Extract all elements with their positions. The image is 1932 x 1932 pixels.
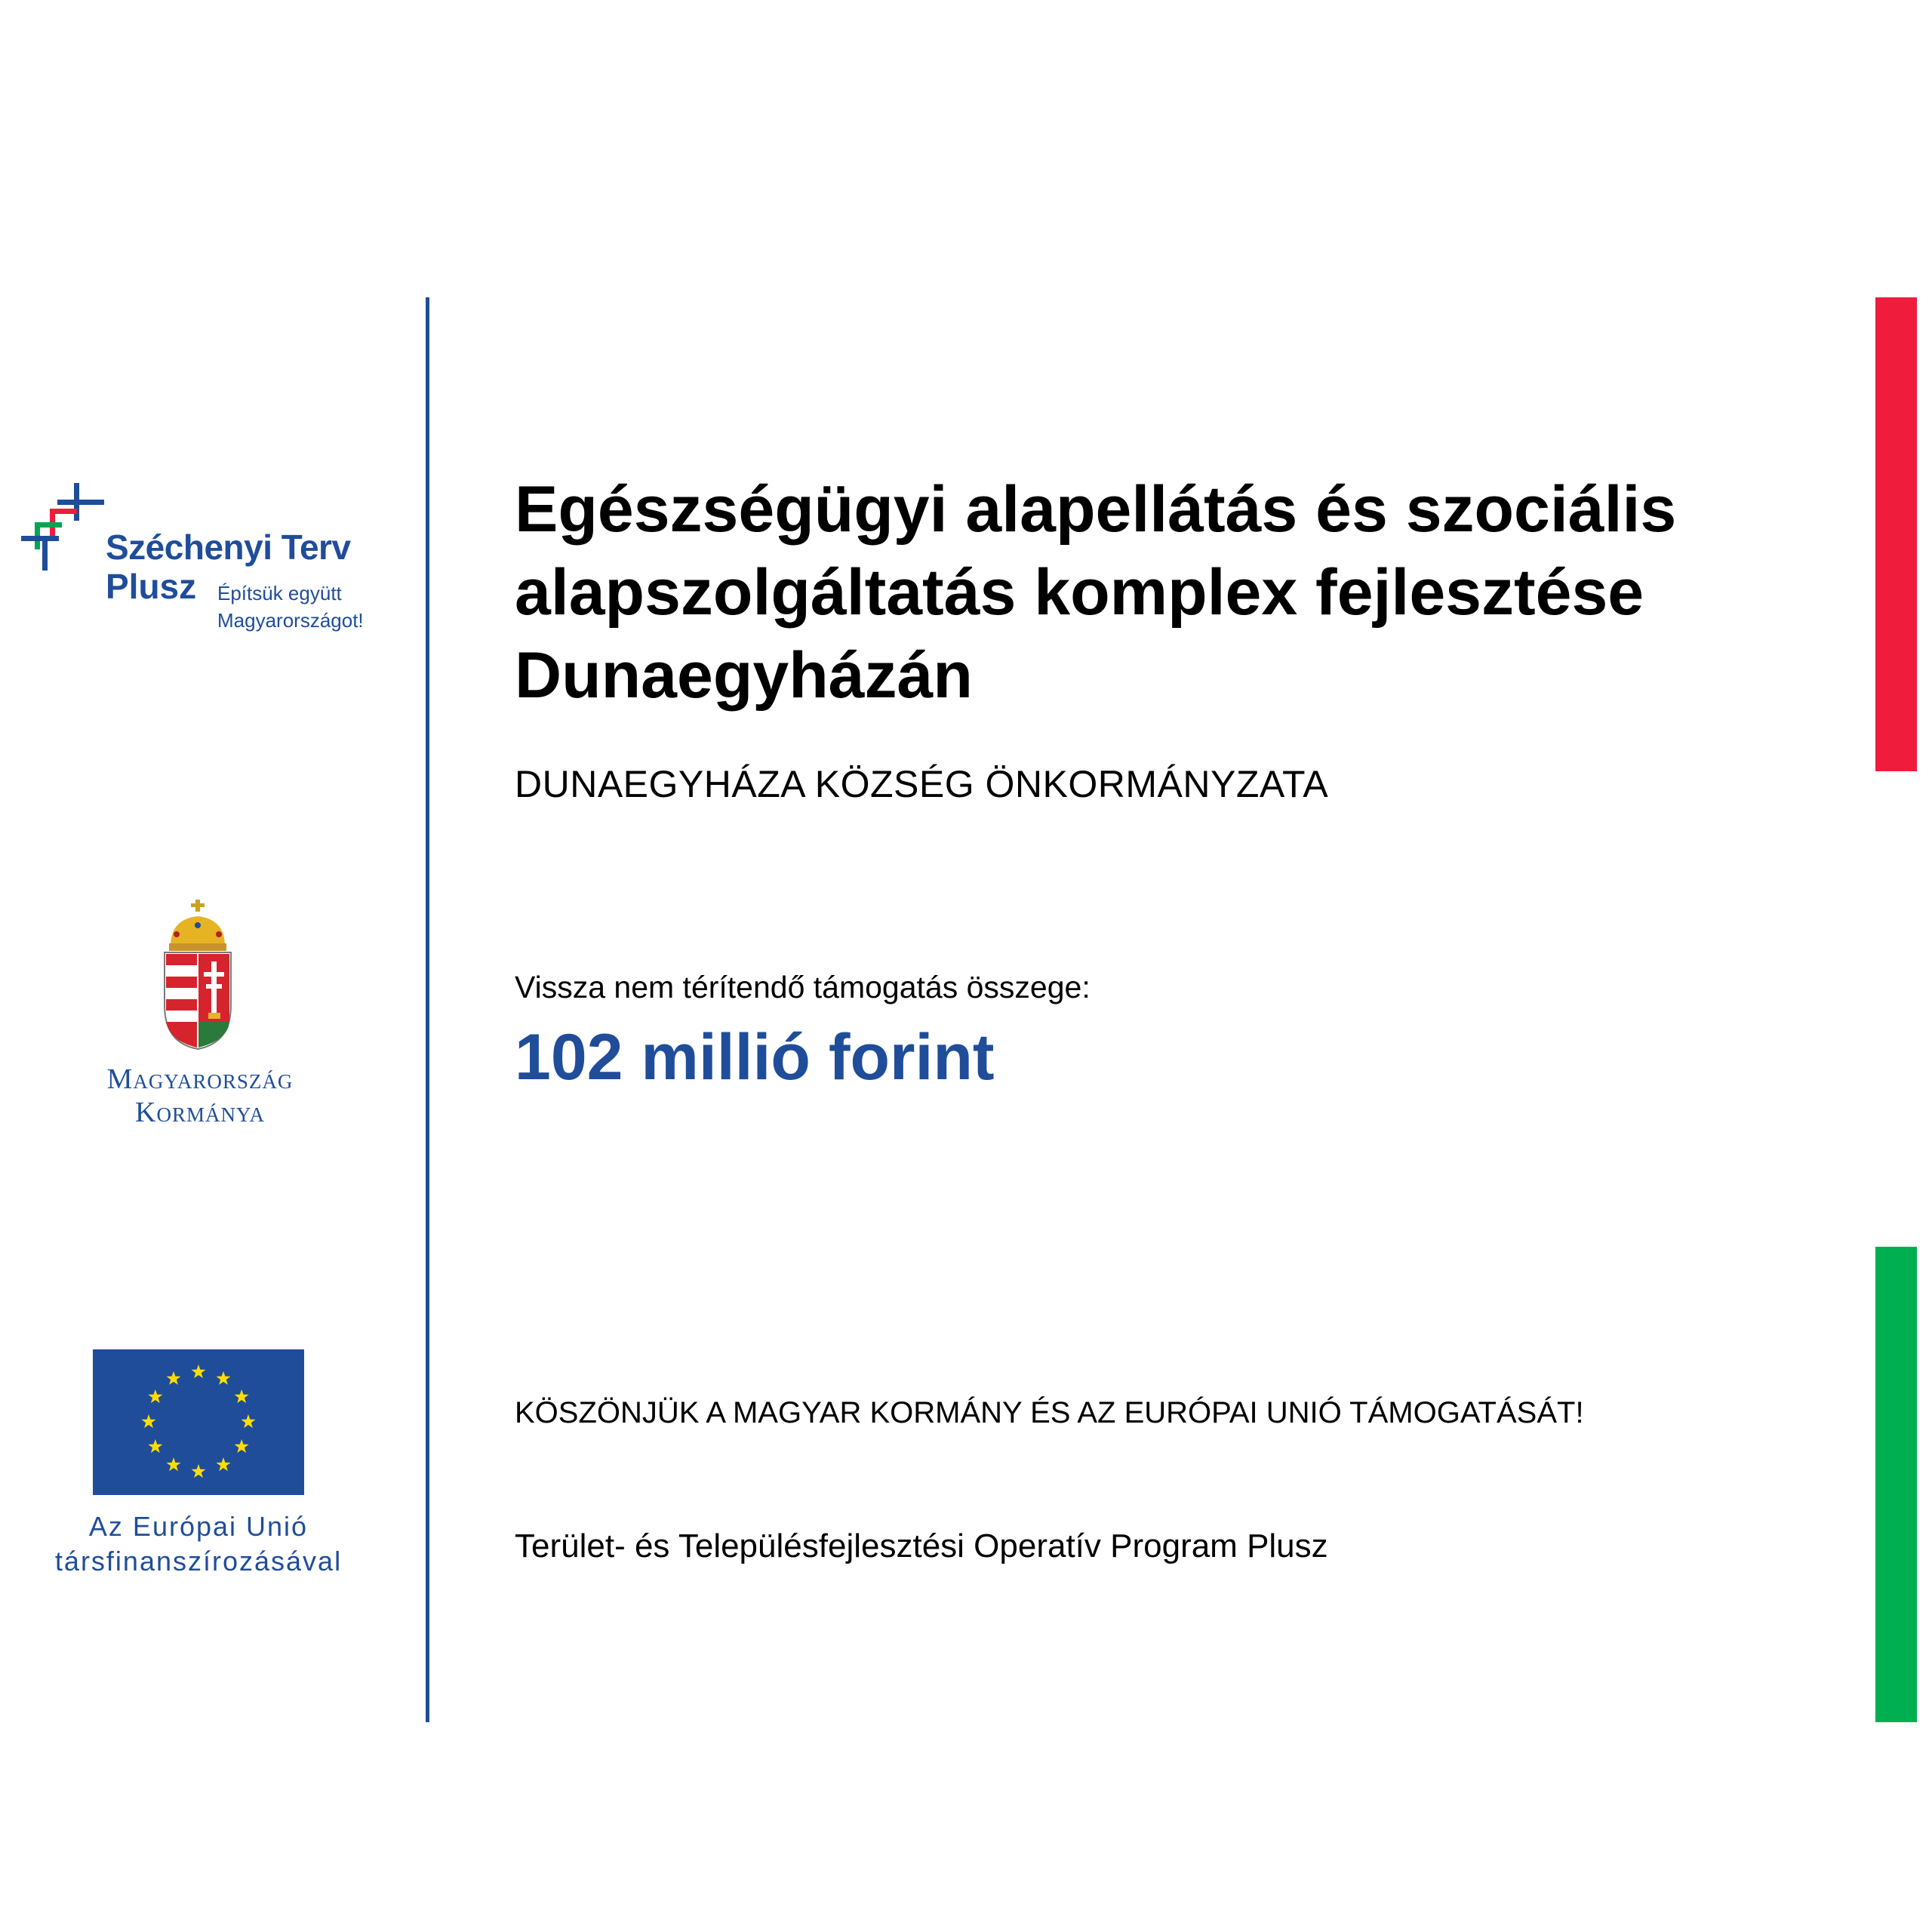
grant-amount: 102 millió forint bbox=[515, 1021, 995, 1094]
program-name: Terület- és Településfejlesztési Operatív Program Plusz bbox=[515, 1527, 1328, 1564]
thanks-statement: KÖSZÖNJÜK A MAGYAR KORMÁNY ÉS AZ EURÓPAI UNIÓ TÁMOGATÁSÁT! bbox=[515, 1396, 1584, 1429]
eu-star-icon bbox=[166, 1457, 180, 1471]
eu-star-icon bbox=[166, 1371, 180, 1385]
eu-star-icon bbox=[235, 1389, 249, 1403]
eu-star-icon bbox=[241, 1414, 255, 1428]
eu-star-icon bbox=[216, 1457, 230, 1471]
szechenyi-plusz: Plusz bbox=[106, 567, 197, 606]
szechenyi-terv-logo bbox=[21, 483, 383, 641]
eu-cofinancing-label bbox=[30, 1509, 367, 1579]
slogan-line-1: Építsük együtt bbox=[217, 582, 342, 605]
coat-of-arms-icon bbox=[160, 900, 235, 1051]
grant-label: Vissza nem térítendő támogatás összege: bbox=[515, 970, 1091, 1004]
green-accent-bar bbox=[1875, 1247, 1917, 1722]
eu-star-icon bbox=[191, 1464, 205, 1478]
government-line-1: Magyarország bbox=[106, 1063, 294, 1095]
eu-line-1: Az Európai Unió bbox=[88, 1511, 309, 1542]
eu-star-icon bbox=[235, 1439, 249, 1453]
red-accent-bar bbox=[1875, 297, 1917, 771]
eu-line-2: társfinanszírozásával bbox=[54, 1546, 343, 1577]
eu-star-icon bbox=[148, 1439, 162, 1453]
project-title: Egészségügyi alapellátás és szociális alapszolgáltatás komplex fejlesztése Dunaegyházán bbox=[515, 473, 1677, 712]
government-line-2: Kormánya bbox=[135, 1097, 265, 1128]
slogan-line-2: Magyarországot! bbox=[217, 609, 364, 632]
eu-star-icon bbox=[148, 1389, 162, 1403]
szechenyi-cross-icon bbox=[21, 483, 112, 581]
eu-star-icon bbox=[191, 1364, 205, 1378]
eu-star-icon bbox=[141, 1414, 155, 1428]
government-label bbox=[68, 1063, 332, 1129]
beneficiary-name: DUNAEGYHÁZA KÖZSÉG ÖNKORMÁNYZATA bbox=[515, 763, 1329, 805]
vertical-divider bbox=[426, 297, 429, 1722]
szechenyi-slogan bbox=[217, 580, 364, 634]
eu-flag-icon bbox=[93, 1349, 304, 1495]
eu-star-icon bbox=[216, 1371, 230, 1385]
szechenyi-title: Széchenyi Terv bbox=[106, 528, 351, 567]
